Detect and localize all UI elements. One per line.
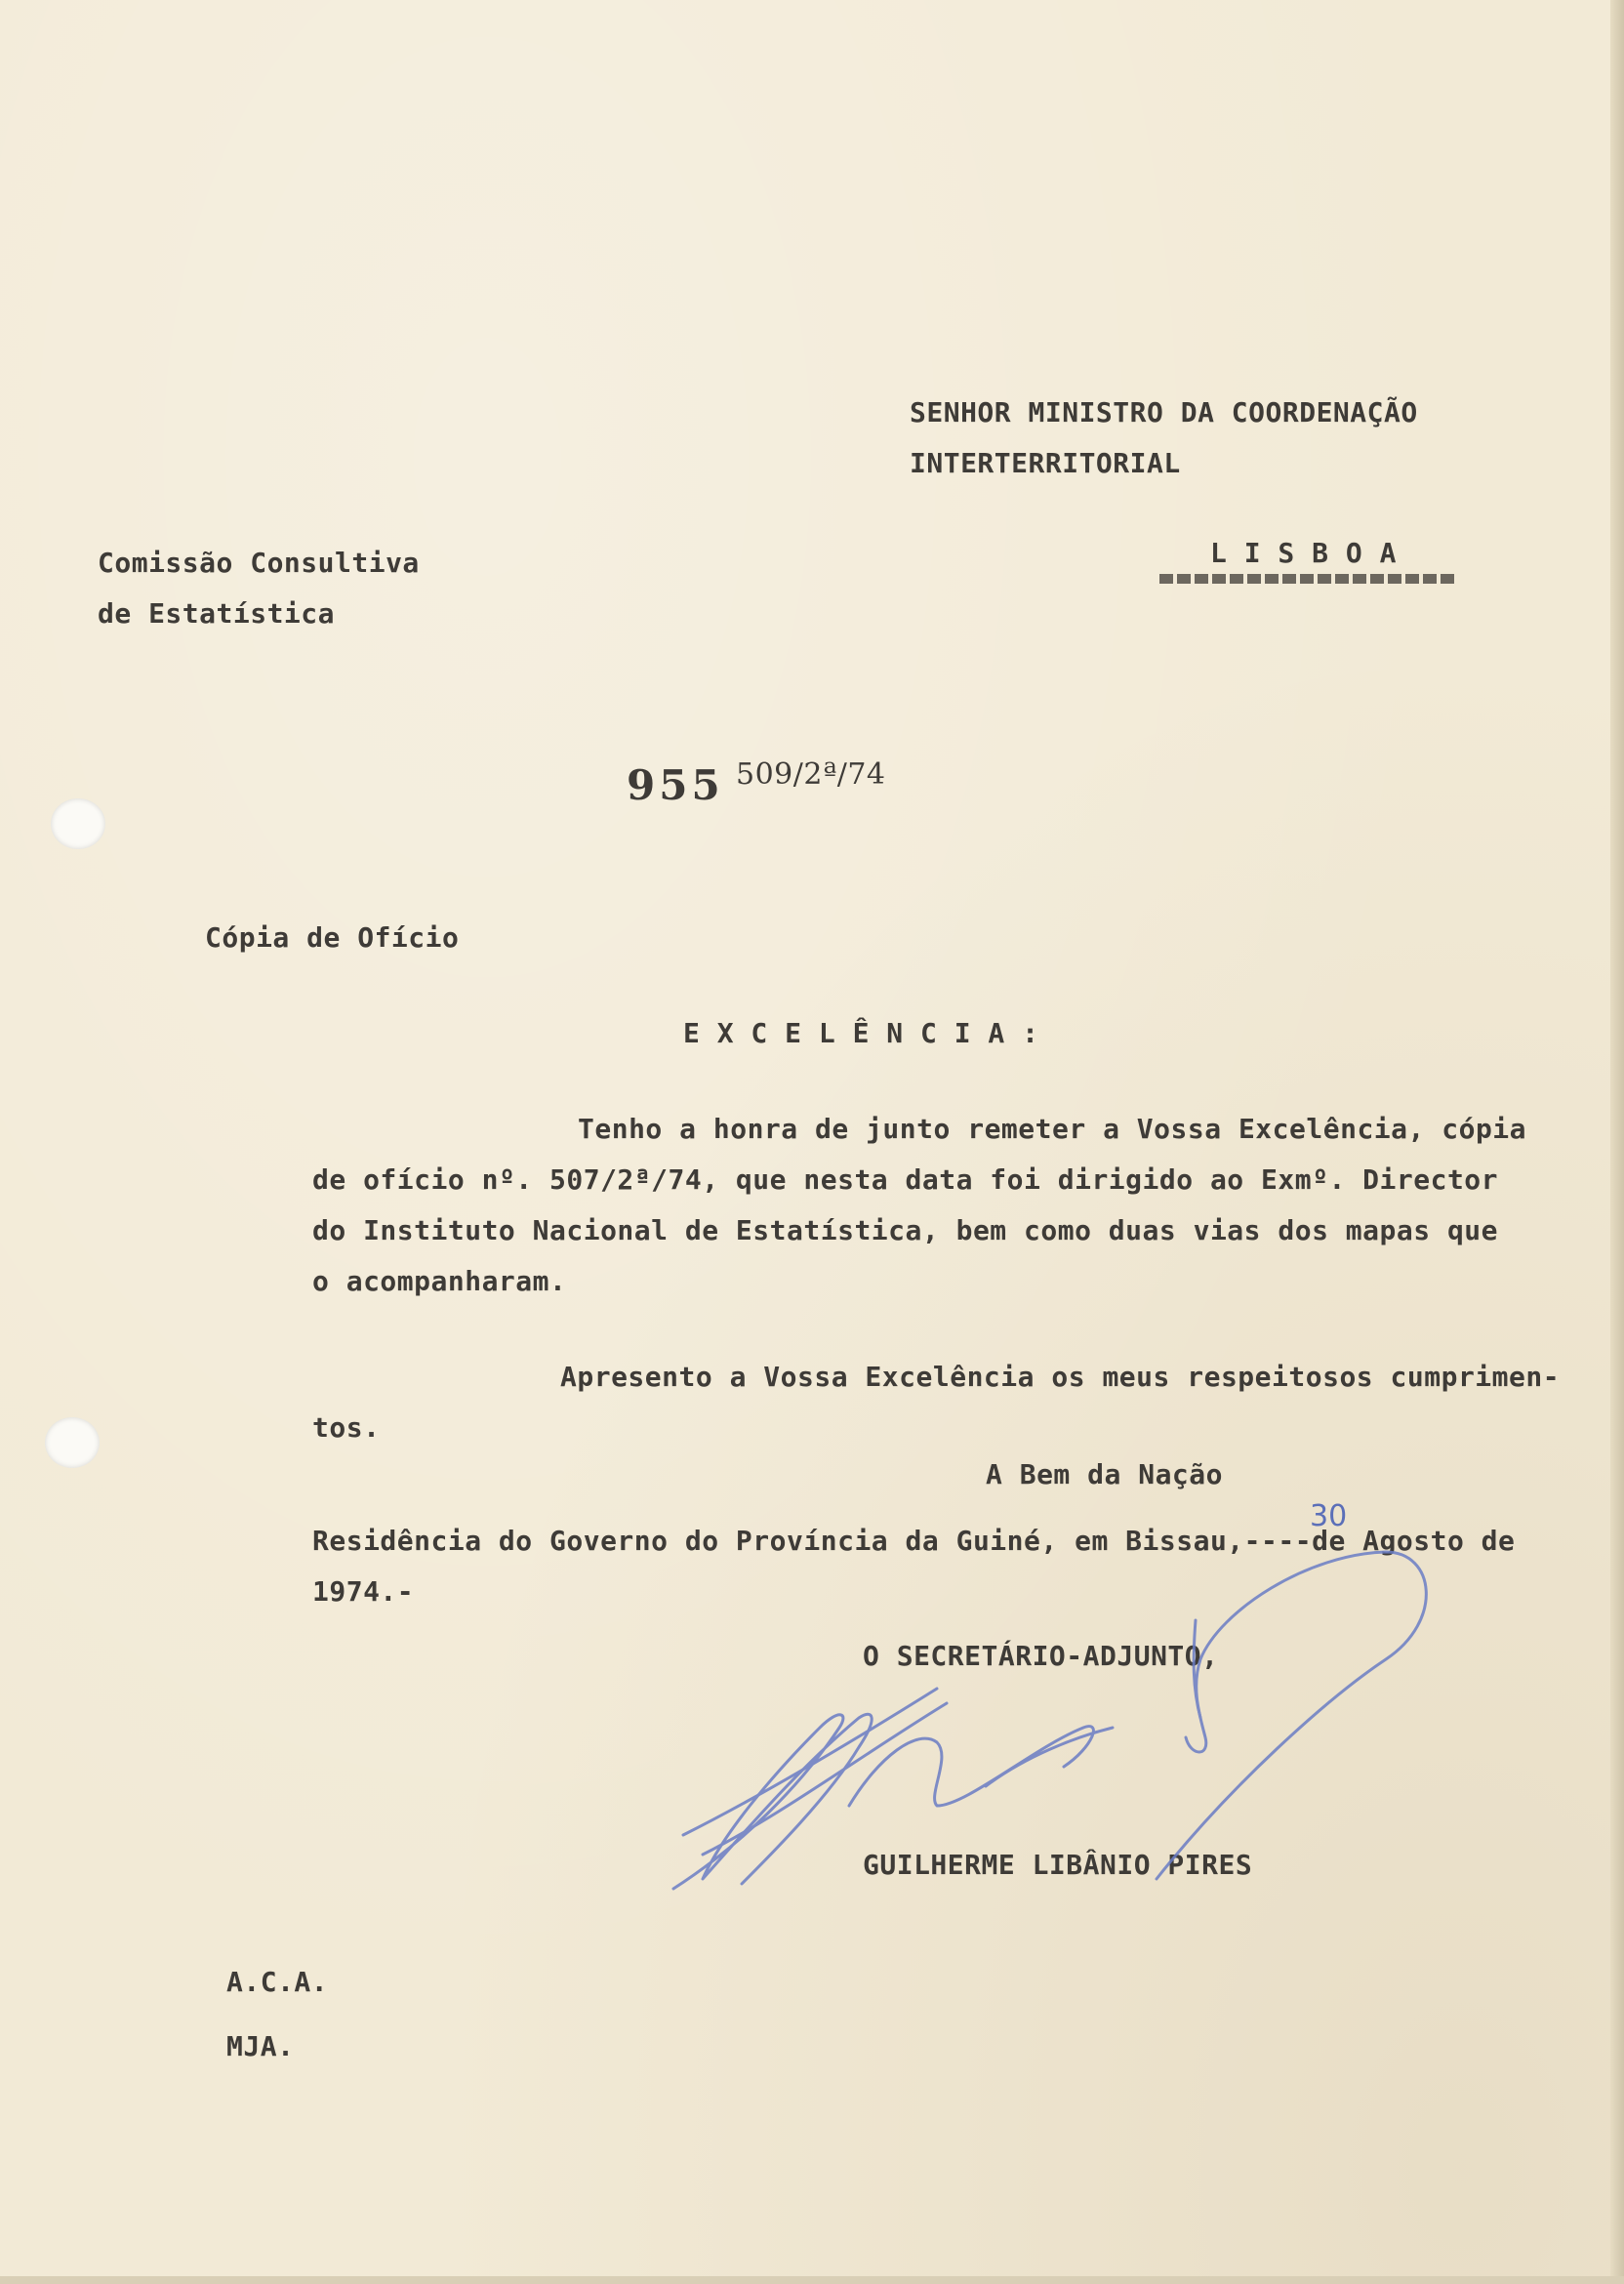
closing-place-line-1: Residência do Governo do Província da Guiné, em Bissau,----de Agosto de	[312, 1525, 1516, 1557]
closing-motto: A Bem da Nação	[986, 1458, 1224, 1490]
closing-place-line-2: 1974.-	[312, 1575, 415, 1608]
reference-code: 509/2ª/74	[736, 757, 886, 792]
body-p1-line-3: do Instituto Nacional de Estatística, bem como duas vias dos mapas que	[312, 1214, 1499, 1246]
signatory-title: O SECRETÁRIO-ADJUNTO,	[863, 1640, 1219, 1672]
body-p1-line-2: de ofício nº. 507/2ª/74, que nesta data foi dirigido ao Exmº. Director	[312, 1163, 1499, 1196]
body-p1-line-4: o acompanharam.	[312, 1265, 567, 1297]
body-p2-line-2: tos.	[312, 1411, 381, 1444]
signatory-name: GUILHERME LIBÂNIO PIRES	[863, 1849, 1253, 1881]
sender-line-2: de Estatística	[98, 597, 336, 630]
recipient-city: L I S B O A	[1210, 537, 1397, 569]
initials-line-1: A.C.A.	[226, 1966, 329, 1998]
initials-line-2: MJA.	[226, 2030, 295, 2062]
document-label: Cópia de Ofício	[205, 921, 460, 954]
stamp-number: 955	[627, 761, 724, 809]
body-p2-line-1: Apresento a Vossa Excelência os meus respeitosos cumprimen-	[560, 1361, 1561, 1393]
recipient-line-1: SENHOR MINISTRO DA COORDENAÇÃO	[910, 396, 1418, 428]
sender-line-1: Comissão Consultiva	[98, 547, 420, 579]
recipient-line-2: INTERTERRITORIAL	[910, 447, 1181, 479]
handwritten-day: 30	[1310, 1499, 1348, 1533]
body-p1-line-1: Tenho a honra de junto remeter a Vossa Excelência, cópia	[578, 1113, 1527, 1145]
salutation: E X C E L Ê N C I A :	[683, 1017, 1039, 1049]
